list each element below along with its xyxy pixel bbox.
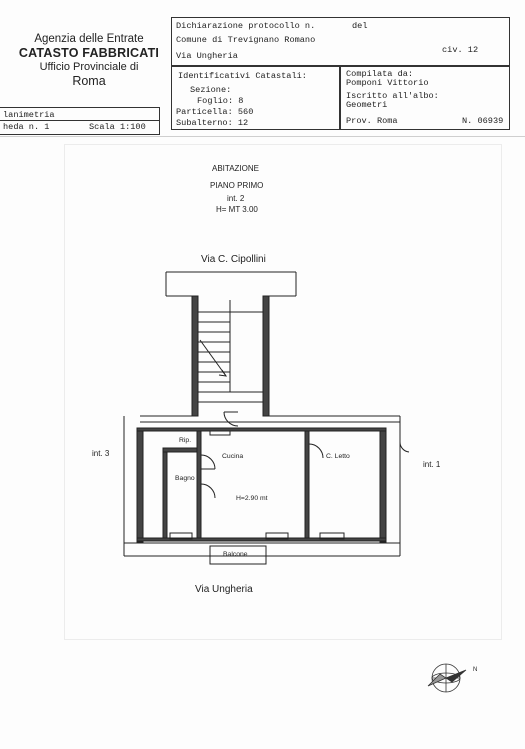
address-label: Via Ungheria — [176, 51, 238, 61]
int-right: int. 1 — [423, 460, 441, 469]
scala-label: Scala 1:100 — [89, 122, 146, 132]
balcony-label: Balcone — [223, 551, 248, 558]
room-height-label: H=2.90 mt — [236, 495, 268, 502]
plan-title-piano: PIANO PRIMO — [210, 181, 264, 190]
int-left: int. 3 — [92, 449, 110, 458]
comune-label: Comune di Trevignano Romano — [176, 35, 316, 45]
cadastral-title: Identificativi Catastali: — [178, 71, 307, 81]
registration-number: N. 06939 — [462, 116, 504, 126]
foglio-label: Foglio: 8 — [197, 96, 244, 106]
street-bottom: Via Ungheria — [195, 584, 253, 595]
room-cucina: Cucina — [222, 453, 244, 460]
scheda-label: heda n. 1 — [3, 122, 50, 132]
compass-north-label: N — [473, 667, 478, 673]
albo-label: Geometri — [346, 100, 388, 110]
del-label: del — [352, 21, 368, 31]
street-top: Via C. Cipollini — [201, 254, 266, 265]
province-label: Prov. Roma — [346, 116, 398, 126]
room-camera-letto: C. Letto — [326, 453, 350, 460]
agency-name: Agenzia delle Entrate — [34, 33, 144, 45]
civic-number: civ. 12 — [442, 45, 479, 55]
plan-title-int: int. 2 — [227, 194, 245, 203]
particella-label: Particella: 560 — [176, 107, 254, 117]
office-city: Roma — [72, 74, 106, 88]
planimetria-label: lanimetria — [3, 110, 55, 120]
technician-name: Pomponi Vittorio — [346, 78, 429, 88]
plan-title-height: H= MT 3.00 — [216, 205, 258, 214]
plan-title-abitazione: ABITAZIONE — [212, 164, 259, 173]
office-label: Ufficio Provinciale di — [39, 61, 139, 73]
iscritto-label: Iscritto all'albo: — [346, 91, 439, 101]
compilata-label: Compilata da: — [346, 69, 414, 79]
compass-rose-icon — [428, 664, 466, 692]
sezione-label: Sezione: — [190, 85, 232, 95]
subalterno-label: Subalterno: 12 — [176, 118, 249, 128]
room-bagno: Bagno — [175, 475, 195, 482]
catasto-title: CATASTO FABBRICATI — [18, 46, 160, 60]
room-ripostiglio: Rip. — [179, 437, 192, 444]
protocollo-label: Dichiarazione protocollo n. — [176, 21, 316, 31]
